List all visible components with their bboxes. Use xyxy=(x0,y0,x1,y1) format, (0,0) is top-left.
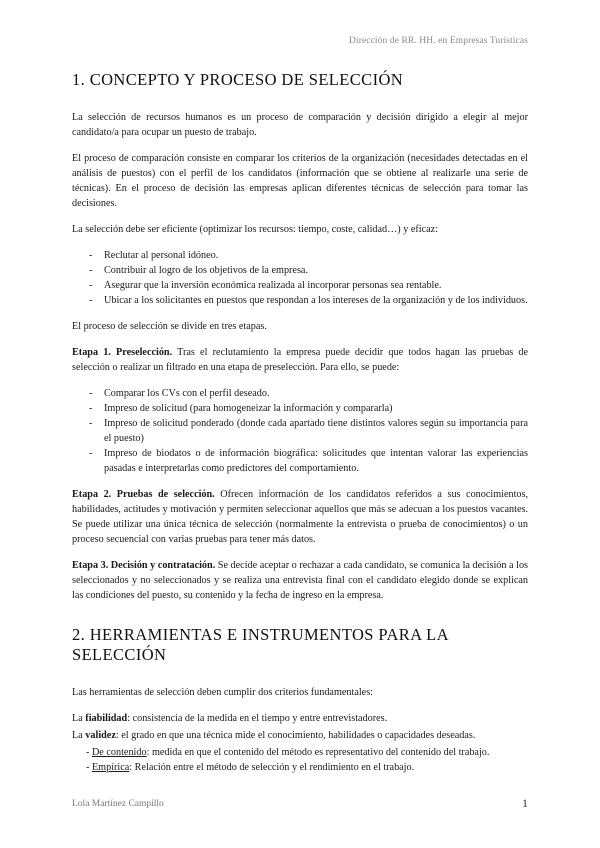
page-number: 1 xyxy=(522,796,528,810)
validez-prefix: La xyxy=(72,730,86,741)
fiabilidad-prefix: La xyxy=(72,713,86,724)
list-item xyxy=(72,760,528,775)
validez-label: validez xyxy=(85,730,116,741)
list-item: - Impreso de solicitud (para homogeneizar la información y compararla) xyxy=(72,401,528,416)
fiabilidad-line xyxy=(72,711,528,726)
etapa-1-text: Tras el reclutamiento la empresa puede decidir que todos hagan las pruebas de selección o realizar un filtrado en una etapa de preselección. Para ello, se puede: xyxy=(72,347,528,373)
list-item: - Comparar los CVs con el perfil deseado. xyxy=(72,386,528,401)
validez-types-list xyxy=(72,745,528,775)
empirica-text: : Relación entre el método de selección y el rendimiento en el trabajo. xyxy=(129,762,415,773)
etapa-3-label: Etapa 3. Decisión y contratación. xyxy=(72,560,216,571)
s1-paragraph-2: El proceso de comparación consiste en comparar los criterios de la organización (necesidades detectadas en el análisis de puestos) con el perfil de los candidatos (información que se obtiene al realizarle una serie de técnicas). En el proceso de decisión las empresas aplican diferentes técnicas de selección para tomar las decisiones. xyxy=(72,153,528,209)
list-item: - Impreso de biodatos o de información biográfica: solicitudes que intentan valorar las experiencias pasadas e interpretarlas como predictores del comportamiento. xyxy=(72,446,528,476)
de-contenido-label: De contenido xyxy=(91,747,147,758)
s2-paragraph-1: Las herramientas de selección deben cumplir dos criterios fundamentales: xyxy=(72,687,373,698)
etapa-3-text: Se decide aceptar o rechazar a cada candidato, se comunica la decisión a los seleccionados y no seleccionados y se realiza una entrevista final con el candidato elegido donde se explican las condiciones del puesto, su contenido y la fecha de ingreso en la empresa. xyxy=(72,560,528,601)
footer-author: Lola Martínez Campillo xyxy=(72,799,164,809)
sub-dash: - xyxy=(86,762,92,773)
list-item: - Contribuir al logro de los objetivos de la empresa. xyxy=(72,263,528,278)
section-2-title: 2. HERRAMIENTAS E INSTRUMENTOS PARA LA SELECCIÓN xyxy=(72,625,449,664)
etapa-2-paragraph xyxy=(72,487,528,547)
efficacy-list xyxy=(72,248,528,308)
s1-paragraph-3: La selección debe ser eficiente (optimizar los recursos: tiempo, coste, calidad…) y eficaz: xyxy=(72,224,439,235)
list-item: - Impreso de solicitud ponderado (donde cada apartado tiene distintos valores según su importancia para el puesto) xyxy=(72,416,528,446)
list-item: - Asegurar que la inversión económica realizada al incorporar personas sea rentable. xyxy=(72,278,528,293)
s1-paragraph-4: El proceso de selección se divide en tres etapas. xyxy=(72,321,267,332)
etapa-1-label: Etapa 1. Preselección. xyxy=(72,347,173,358)
fiabilidad-text: : consistencia de la medida en el tiempo y entre entrevistadores. xyxy=(127,713,388,724)
etapa-2-text: Ofrecen información de los candidatos referidos a sus conocimientos, habilidades, actitudes y motivación y permiten seleccionar aquellos que más se adecuan a los puestos vacantes. Se puede utilizar una única técnica de selección (normalmente la entrevista o prueba de conocimientos) o un proceso secuencial con varias pruebas para tener más datos. xyxy=(72,489,529,545)
list-item xyxy=(72,745,528,760)
list-item: - Reclutar al personal idóneo. xyxy=(72,248,528,263)
etapa-1-paragraph xyxy=(72,345,528,375)
s1-paragraph-1: La selección de recursos humanos es un proceso de comparación y decisión dirigido a elegir al mejor candidato/a para ocupar un puesto de trabajo. xyxy=(72,112,528,138)
list-item: - Ubicar a los solicitantes en puestos que respondan a los intereses de la organización y de los individuos. xyxy=(72,293,528,308)
etapa-2-label: Etapa 2. Pruebas de selección. xyxy=(72,489,215,500)
sub-dash: - xyxy=(86,747,92,758)
de-contenido-text: : medida en que el contenido del método es representativo del contenido del trabajo. xyxy=(146,747,490,758)
empirica-label: Empírica xyxy=(91,762,130,773)
validez-text: : el grado en que una técnica mide el conocimiento, habilidades o capacidades deseadas. xyxy=(115,730,476,741)
validez-line xyxy=(72,728,528,743)
running-header: Dirección de RR. HH. en Empresas Turísticas xyxy=(349,36,528,46)
etapa-3-paragraph xyxy=(72,558,528,603)
section-1-title: 1. CONCEPTO Y PROCESO DE SELECCIÓN xyxy=(72,70,404,89)
page-content xyxy=(72,70,528,775)
fiabilidad-label: fiabilidad xyxy=(85,713,128,724)
preselection-list xyxy=(72,386,528,476)
